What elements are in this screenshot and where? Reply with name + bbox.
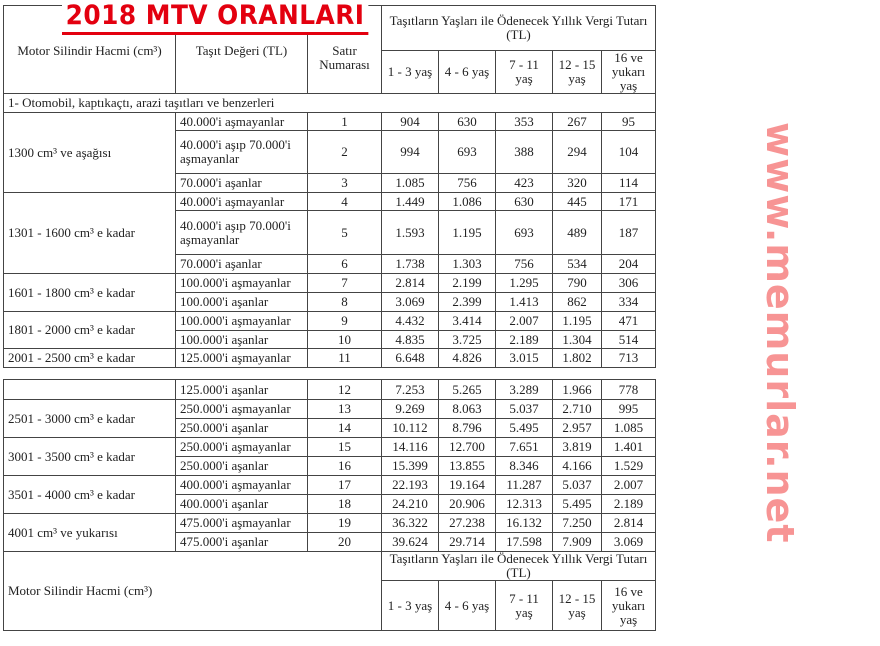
tax-cell: 4.166 <box>553 457 602 476</box>
vehicle-value-cell: 100.000'i aşanlar <box>176 293 308 312</box>
header-age-4: 16 ve yukarı yaş <box>602 51 656 94</box>
tax-cell: 5.265 <box>439 380 496 400</box>
header-age-2: 7 - 11 yaş <box>496 581 553 631</box>
tax-cell: 22.193 <box>382 476 439 495</box>
row-number-cell: 2 <box>308 131 382 174</box>
tax-cell: 187 <box>602 211 656 255</box>
header-value: Taşıt Değeri (TL) <box>176 6 308 94</box>
tax-cell: 4.826 <box>439 349 496 368</box>
row-number-cell: 17 <box>308 476 382 495</box>
tax-cell: 13.855 <box>439 457 496 476</box>
header-age-1: 4 - 6 yaş <box>439 581 496 631</box>
row-number-cell: 3 <box>308 174 382 193</box>
vehicle-value-cell: 100.000'i aşanlar <box>176 331 308 349</box>
row-number-cell: 20 <box>308 533 382 552</box>
footer-motor: Motor Silindir Hacmi (cm³) <box>4 552 382 631</box>
tax-cell: 756 <box>439 174 496 193</box>
tax-cell: 471 <box>602 312 656 331</box>
tax-cell: 39.624 <box>382 533 439 552</box>
tax-cell: 1.593 <box>382 211 439 255</box>
tax-cell: 1.401 <box>602 438 656 457</box>
tax-cell: 3.069 <box>382 293 439 312</box>
row-number-cell: 8 <box>308 293 382 312</box>
tax-cell: 19.164 <box>439 476 496 495</box>
motor-volume-cell: 3501 - 4000 cm³ e kadar <box>4 476 176 514</box>
tax-cell: 11.287 <box>496 476 553 495</box>
header-age-1: 4 - 6 yaş <box>439 51 496 94</box>
row-number-cell: 15 <box>308 438 382 457</box>
tax-cell: 423 <box>496 174 553 193</box>
tax-cell: 862 <box>553 293 602 312</box>
row-number-cell: 9 <box>308 312 382 331</box>
tax-cell: 489 <box>553 211 602 255</box>
tax-cell: 294 <box>553 131 602 174</box>
tax-cell: 8.063 <box>439 400 496 419</box>
tax-cell: 630 <box>496 193 553 211</box>
header-tax-group: Taşıtların Yaşları ile Ödenecek Yıllık Vergi Tutarı (TL) <box>382 6 656 51</box>
tax-cell: 6.648 <box>382 349 439 368</box>
header-age-3: 12 - 15 yaş <box>553 581 602 631</box>
vehicle-value-cell: 40.000'i aşıp 70.000'i aşmayanlar <box>176 131 308 174</box>
motor-volume-cell: 2501 - 3000 cm³ e kadar <box>4 400 176 438</box>
row-number-cell: 13 <box>308 400 382 419</box>
tax-cell: 3.819 <box>553 438 602 457</box>
tax-cell: 27.238 <box>439 514 496 533</box>
tax-cell: 3.069 <box>602 533 656 552</box>
mtv-table-part-2 <box>3 379 656 631</box>
tax-cell: 388 <box>496 131 553 174</box>
header-age-4: 16 ve yukarı yaş <box>602 581 656 631</box>
tax-cell: 14.116 <box>382 438 439 457</box>
tax-cell: 7.253 <box>382 380 439 400</box>
tax-cell: 1.449 <box>382 193 439 211</box>
tax-cell: 2.189 <box>602 495 656 514</box>
tax-cell: 171 <box>602 193 656 211</box>
page-title: 2018 MTV ORANLARI <box>62 0 368 35</box>
tax-cell: 8.796 <box>439 419 496 438</box>
tax-cell: 994 <box>382 131 439 174</box>
tax-cell: 7.651 <box>496 438 553 457</box>
tax-cell: 1.303 <box>439 255 496 274</box>
header-age-0: 1 - 3 yaş <box>382 581 439 631</box>
tax-cell: 29.714 <box>439 533 496 552</box>
tax-cell: 693 <box>496 211 553 255</box>
watermark: www.memurlar.net <box>758 122 802 544</box>
tax-cell: 1.738 <box>382 255 439 274</box>
tax-cell: 36.322 <box>382 514 439 533</box>
header-age-0: 1 - 3 yaş <box>382 51 439 94</box>
tax-cell: 514 <box>602 331 656 349</box>
header-age-2: 7 - 11 yaş <box>496 51 553 94</box>
table-row <box>4 349 656 368</box>
tax-cell: 95 <box>602 113 656 131</box>
vehicle-value-cell: 125.000'i aşanlar <box>176 380 308 400</box>
tax-cell: 1.529 <box>602 457 656 476</box>
tax-cell: 306 <box>602 274 656 293</box>
tax-cell: 12.700 <box>439 438 496 457</box>
vehicle-value-cell: 400.000'i aşmayanlar <box>176 476 308 495</box>
tax-cell: 20.906 <box>439 495 496 514</box>
tax-cell: 4.835 <box>382 331 439 349</box>
tax-cell: 1.802 <box>553 349 602 368</box>
tax-cell: 2.007 <box>496 312 553 331</box>
tax-cell: 1.085 <box>382 174 439 193</box>
vehicle-value-cell: 100.000'i aşmayanlar <box>176 312 308 331</box>
vehicle-value-cell: 40.000'i aşmayanlar <box>176 113 308 131</box>
vehicle-value-cell: 475.000'i aşmayanlar <box>176 514 308 533</box>
tax-cell: 1.413 <box>496 293 553 312</box>
tax-cell: 16.132 <box>496 514 553 533</box>
motor-volume-cell: 1601 - 1800 cm³ e kadar <box>4 274 176 312</box>
tax-cell: 3.289 <box>496 380 553 400</box>
tax-cell: 5.495 <box>553 495 602 514</box>
row-number-cell: 12 <box>308 380 382 400</box>
motor-volume-cell: 1300 cm³ ve aşağısı <box>4 113 176 193</box>
tax-cell: 2.199 <box>439 274 496 293</box>
tax-cell: 114 <box>602 174 656 193</box>
motor-volume-cell: 1301 - 1600 cm³ e kadar <box>4 193 176 274</box>
tax-cell: 693 <box>439 131 496 174</box>
tax-cell: 756 <box>496 255 553 274</box>
tax-cell: 104 <box>602 131 656 174</box>
tax-cell: 4.432 <box>382 312 439 331</box>
tax-cell: 2.957 <box>553 419 602 438</box>
table-row <box>4 193 656 211</box>
table-row <box>4 380 656 400</box>
tax-cell: 3.414 <box>439 312 496 331</box>
tax-cell: 713 <box>602 349 656 368</box>
tax-cell: 15.399 <box>382 457 439 476</box>
tax-cell: 1.966 <box>553 380 602 400</box>
tax-cell: 8.346 <box>496 457 553 476</box>
header-motor: Motor Silindir Hacmi (cm³) <box>4 6 176 94</box>
row-number-cell: 4 <box>308 193 382 211</box>
motor-volume-cell: 1801 - 2000 cm³ e kadar <box>4 312 176 349</box>
row-number-cell: 19 <box>308 514 382 533</box>
tax-cell: 267 <box>553 113 602 131</box>
tax-cell: 2.710 <box>553 400 602 419</box>
tax-cell: 2.814 <box>602 514 656 533</box>
tax-cell: 320 <box>553 174 602 193</box>
vehicle-value-cell: 475.000'i aşanlar <box>176 533 308 552</box>
table-row <box>4 476 656 495</box>
table-row <box>4 514 656 533</box>
vehicle-value-cell: 250.000'i aşmayanlar <box>176 438 308 457</box>
row-number-cell: 11 <box>308 349 382 368</box>
motor-volume-cell <box>4 380 176 400</box>
motor-volume-cell: 3001 - 3500 cm³ e kadar <box>4 438 176 476</box>
table-row <box>4 312 656 331</box>
tax-cell: 778 <box>602 380 656 400</box>
tax-cell: 534 <box>553 255 602 274</box>
tax-cell: 1.086 <box>439 193 496 211</box>
tax-cell: 1.304 <box>553 331 602 349</box>
section-title: 1- Otomobil, kaptıkaçtı, arazi taşıtları ve benzerleri <box>4 94 656 113</box>
tax-cell: 1.085 <box>602 419 656 438</box>
tax-cell: 2.007 <box>602 476 656 495</box>
row-number-cell: 6 <box>308 255 382 274</box>
vehicle-value-cell: 400.000'i aşanlar <box>176 495 308 514</box>
tax-cell: 630 <box>439 113 496 131</box>
tax-cell: 904 <box>382 113 439 131</box>
vehicle-value-cell: 125.000'i aşmayanlar <box>176 349 308 368</box>
tax-cell: 445 <box>553 193 602 211</box>
tax-cell: 17.598 <box>496 533 553 552</box>
row-number-cell: 7 <box>308 274 382 293</box>
vehicle-value-cell: 40.000'i aşmayanlar <box>176 193 308 211</box>
table-row <box>4 400 656 419</box>
tax-cell: 353 <box>496 113 553 131</box>
tax-cell: 1.195 <box>553 312 602 331</box>
tax-cell: 204 <box>602 255 656 274</box>
tax-cell: 2.814 <box>382 274 439 293</box>
row-number-cell: 5 <box>308 211 382 255</box>
tax-cell: 5.037 <box>496 400 553 419</box>
tax-cell: 1.195 <box>439 211 496 255</box>
vehicle-value-cell: 70.000'i aşanlar <box>176 174 308 193</box>
tax-cell: 995 <box>602 400 656 419</box>
tax-cell: 790 <box>553 274 602 293</box>
tax-cell: 1.295 <box>496 274 553 293</box>
header-row-no: Satır Numarası <box>308 6 382 94</box>
vehicle-value-cell: 250.000'i aşanlar <box>176 457 308 476</box>
tax-cell: 334 <box>602 293 656 312</box>
row-number-cell: 10 <box>308 331 382 349</box>
motor-volume-cell: 4001 cm³ ve yukarısı <box>4 514 176 552</box>
vehicle-value-cell: 250.000'i aşanlar <box>176 419 308 438</box>
tax-cell: 5.495 <box>496 419 553 438</box>
table-row <box>4 438 656 457</box>
vehicle-value-cell: 100.000'i aşmayanlar <box>176 274 308 293</box>
tax-cell: 9.269 <box>382 400 439 419</box>
row-number-cell: 18 <box>308 495 382 514</box>
vehicle-value-cell: 40.000'i aşıp 70.000'i aşmayanlar <box>176 211 308 255</box>
tax-cell: 3.015 <box>496 349 553 368</box>
tax-cell: 7.909 <box>553 533 602 552</box>
row-number-cell: 1 <box>308 113 382 131</box>
table-row <box>4 113 656 131</box>
row-number-cell: 16 <box>308 457 382 476</box>
tax-cell: 2.189 <box>496 331 553 349</box>
mtv-table-part-1 <box>3 5 656 368</box>
tax-cell: 5.037 <box>553 476 602 495</box>
vehicle-value-cell: 250.000'i aşmayanlar <box>176 400 308 419</box>
tax-cell: 3.725 <box>439 331 496 349</box>
footer-tax-group: Taşıtların Yaşları ile Ödenecek Yıllık Vergi Tutarı (TL) <box>382 552 656 581</box>
tax-cell: 7.250 <box>553 514 602 533</box>
tax-cell: 24.210 <box>382 495 439 514</box>
tax-cell: 10.112 <box>382 419 439 438</box>
tax-cell: 2.399 <box>439 293 496 312</box>
tax-cell: 12.313 <box>496 495 553 514</box>
row-number-cell: 14 <box>308 419 382 438</box>
vehicle-value-cell: 70.000'i aşanlar <box>176 255 308 274</box>
motor-volume-cell: 2001 - 2500 cm³ e kadar <box>4 349 176 368</box>
table-row <box>4 274 656 293</box>
header-age-3: 12 - 15 yaş <box>553 51 602 94</box>
